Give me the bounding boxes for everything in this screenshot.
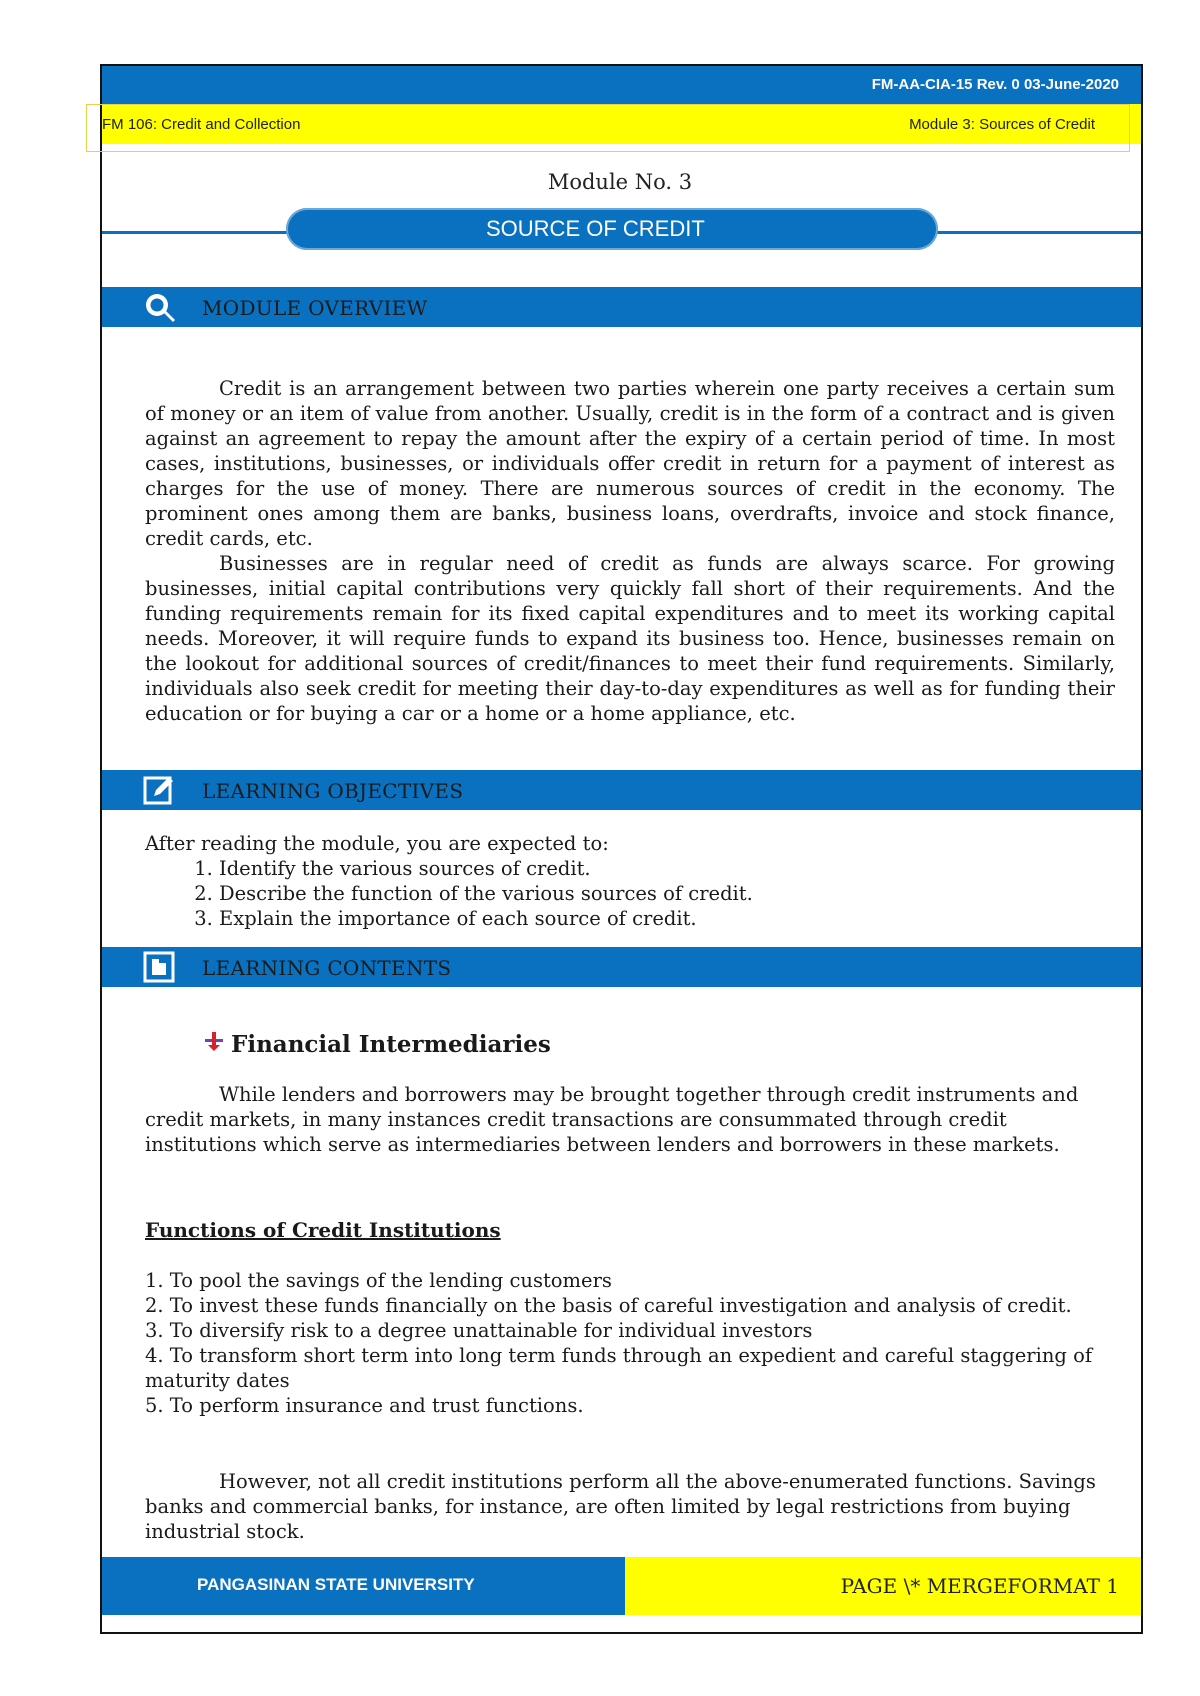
university-name: PANGASINAN STATE UNIVERSITY xyxy=(197,1575,475,1594)
edit-icon xyxy=(142,773,176,807)
page-number: PAGE \* MERGEFORMAT 1 xyxy=(840,1574,1119,1598)
overview-text xyxy=(145,376,1115,726)
objectives-list xyxy=(145,856,1115,931)
objective-item: 2. Describe the function of the various sources of credit. xyxy=(219,881,1115,906)
objective-item: 1. Identify the various sources of credit. xyxy=(219,856,1115,881)
overview-paragraph-1: Credit is an arrangement between two parties wherein one party receives a certain sum of money or an item of value from another. Usually, credit is in the form of a contract and is given against an agreement to repay the amount after the expiry of a certain period of time. In most cases, institutions, businesses, or individuals offer credit in return for a payment of interest as charges for the use of money. There are numerous sources of credit in the economy. The prominent ones among them are banks, business loans, overdrafts, invoice and stock finance, credit cards, etc. xyxy=(145,377,1115,550)
module-ref-label: Module 3: Sources of Credit xyxy=(909,116,1095,133)
function-item: 3. To diversify risk to a degree unattainable for individual investors xyxy=(145,1319,813,1342)
functions-list xyxy=(145,1268,1115,1418)
section-header-objectives xyxy=(102,770,1141,810)
course-label: FM 106: Credit and Collection xyxy=(102,116,301,133)
magnifier-icon xyxy=(142,290,176,324)
objectives-intro: After reading the module, you are expected to: xyxy=(145,832,609,855)
function-item: 4. To transform short term into long term funds through an expedient and careful staggering of maturity dates xyxy=(145,1344,1093,1392)
section-title-objectives: LEARNING OBJECTIVES xyxy=(202,779,464,803)
footer-university xyxy=(102,1557,625,1615)
closing-paragraph: However, not all credit institutions perform all the above-enumerated functions. Savings banks and commercial banks, for instance, are often limited by legal restrictions from buying industrial stock. xyxy=(145,1470,1096,1543)
contents-intro-paragraph: While lenders and borrowers may be brought together through credit instruments and credit markets, in many instances credit transactions are consummated through credit institutions which serve as intermediaries between lenders and borrowers in these markets. xyxy=(145,1083,1079,1156)
section-title-contents: LEARNING CONTENTS xyxy=(202,956,452,980)
title-line-left xyxy=(102,231,288,234)
function-item: 2. To invest these funds financially on the basis of careful investigation and analysis of credit. xyxy=(145,1294,1072,1317)
arrow-down-icon xyxy=(203,1030,231,1058)
footer-page xyxy=(625,1557,1141,1615)
page-title: SOURCE OF CREDIT xyxy=(286,208,938,250)
subheading-financial-intermediaries xyxy=(203,1030,551,1058)
contents-intro xyxy=(145,1082,1115,1157)
objectives-text xyxy=(145,831,1115,931)
functions-heading: Functions of Credit Institutions xyxy=(145,1218,501,1242)
book-icon xyxy=(142,950,176,984)
module-number: Module No. 3 xyxy=(547,170,693,194)
subheading-text: Financial Intermediaries xyxy=(231,1031,551,1058)
function-item: 5. To perform insurance and trust functions. xyxy=(145,1394,584,1417)
section-header-overview xyxy=(102,287,1141,327)
objective-item: 3. Explain the importance of each source of credit. xyxy=(219,906,1115,931)
function-item: 1. To pool the savings of the lending customers xyxy=(145,1269,612,1292)
form-code: FM-AA-CIA-15 Rev. 0 03-June-2020 xyxy=(102,66,1141,104)
header-outline xyxy=(86,104,1130,152)
closing-text xyxy=(145,1469,1115,1544)
section-header-contents xyxy=(102,947,1141,987)
title-line-right xyxy=(936,231,1141,234)
section-title-overview: MODULE OVERVIEW xyxy=(202,296,428,320)
overview-paragraph-2: Businesses are in regular need of credit as funds are always scarce. For growing businesses, initial capital contributions very quickly fall short of their requirements. And the funding requirements remain for its fixed capital expenditures and to meet its working capital needs. Moreover, it will require funds to expand its business too. Hence, businesses remain on the lookout for additional sources of credit/finances to meet their fund requirements. Similarly, individuals also seek credit for meeting their day-to-day expenditures as well as for funding their education or for buying a car or a home or a home appliance, etc. xyxy=(145,552,1115,725)
